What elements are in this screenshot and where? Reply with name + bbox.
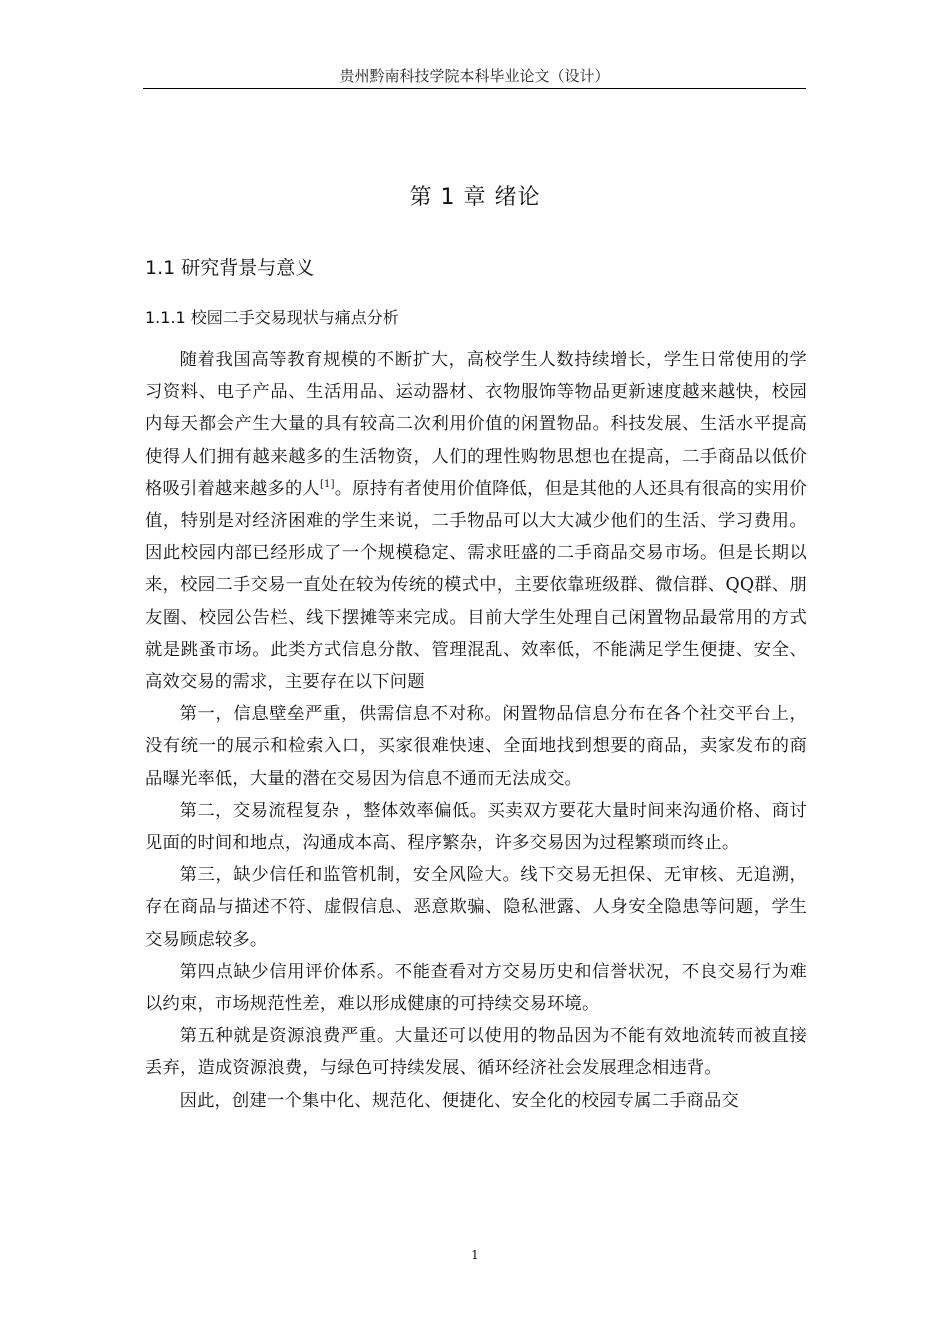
- body-text: [145, 344, 807, 1117]
- paragraph-6: 第五种就是资源浪费严重。大量还可以使用的物品因为不能有效地流转而被直接丢弃，造成资源浪费，与绿色可持续发展、循环经济社会发展理念相违背。: [145, 1026, 807, 1079]
- paragraph-4: 第三，缺少信任和监管机制，安全风险大。线下交易无担保、无审核、无追溯，存在商品与描述不符、虚假信息、恶意欺骗、隐私泄露、人身安全隐患等问题，学生交易顾虑较多。: [145, 865, 807, 950]
- paragraph-3: 第二，交易流程复杂 ，整体效率偏低。买卖双方要花大量时间来沟通价格、商讨见面的时间和地点，沟通成本高、程序繁杂，许多交易因为过程繁琐而终止。: [145, 800, 807, 854]
- paragraph-1-text-continued: 。原持有者使用价值降低，但是其他的人还具有很高的实用价值，特别是对经济困难的学生来说，二手物品可以大大减少他们的生活、学习费用。因此校园内部已经形成了一个规模稳定、需求旺盛的二手商品交易市场。但是长期以来，校园二手交易一直处在较为传统的模式中，主要依靠班级群、微信群、QQ群、朋友圈、校园公告栏、线下摆摊等来完成。目前大学生处理自己闲置物品最常用的方式就是跳蚤市场。此类方式信息分散、管理混乱、效率低，不能满足学生便捷、安全、高效交易的需求，主要存在以下问题: [145, 478, 807, 693]
- chapter-title: 第 1 章 绪论: [409, 185, 541, 210]
- paragraph-1: [145, 344, 807, 698]
- paragraph-5: 第四点缺少信用评价体系。不能查看对方交易历史和信誉状况，不良交易行为难以约束，市场规范性差，难以形成健康的可持续交易环境。: [145, 961, 807, 1015]
- citation-1: [1]: [319, 479, 335, 491]
- paragraph-2: 第一，信息壁垒严重，供需信息不对称。闲置物品信息分布在各个社交平台上，没有统一的展示和检索入口，买家很难快速、全面地找到想要的商品，卖家发布的商品曝光率低，大量的潜在交易因为信息不通而无法成交。: [145, 704, 807, 789]
- page-header: 贵州黔南科技学院本科毕业论文（设计）: [143, 66, 806, 89]
- page-number: 1: [471, 1248, 479, 1262]
- paragraph-1-text: 随着我国高等教育规模的不断扩大，高校学生人数持续增长，学生日常使用的学习资料、电子产品、生活用品、运动器材、衣物服饰等物品更新速度越来越快，校园内每天都会产生大量的具有较高二次利用价值的闲置物品。科技发展、生活水平提高使得人们拥有越来越多的生活物资，人们的理性购物思想也在提高，二手商品以低价格吸引着越来越多的人: [145, 350, 807, 499]
- paragraph-7: 因此，创建一个集中化、规范化、便捷化、安全化的校园专属二手商品交: [179, 1090, 739, 1111]
- subsection-title: 1.1.1 校园二手交易现状与痛点分析: [145, 308, 399, 327]
- section-title: 1.1 研究背景与意义: [145, 257, 315, 279]
